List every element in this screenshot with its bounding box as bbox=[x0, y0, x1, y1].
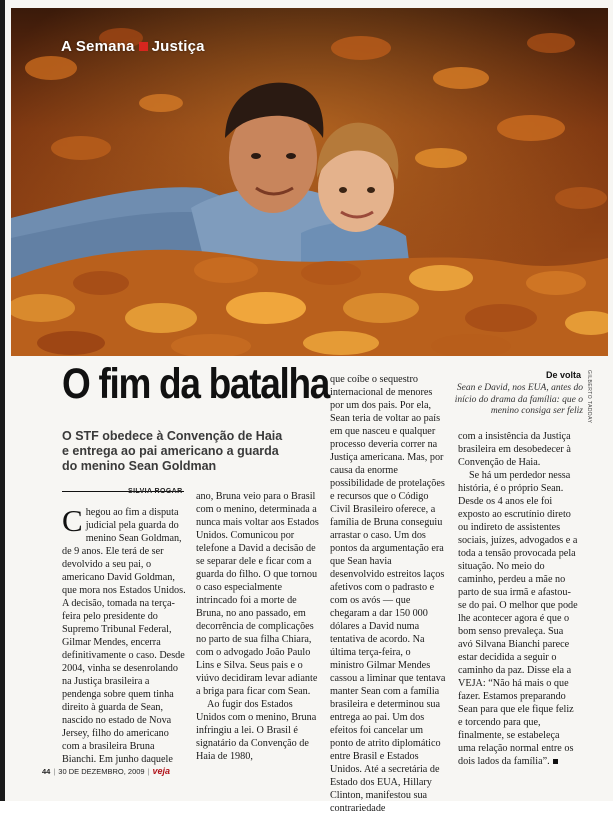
article-byline: SILVIA ROGAR bbox=[128, 488, 183, 495]
column-2-paragraph-1: ano, Bruna veio para o Brasil com o menino, determinada a nunca mais voltar aos Estados Unidos. Comunicou por telefone a David a decisão de se separar dele e ficar com a guarda do filho. O que tornou o caso especialmente intrincado foi a morte de Bruna, no ano passado, em decorrência de complicações no parto de sua filha Chiara, com o advogado João Paulo Lins e Silva. Seus pais e o viúvo decidiram levar adiante a briga para ficar com Sean. bbox=[196, 491, 319, 697]
section-tag bbox=[61, 38, 205, 55]
caption-text: Sean e David, nos EUA, antes do início do drama da família: que o menino consiga ser feliz bbox=[454, 383, 583, 416]
article-column-2 bbox=[196, 490, 320, 763]
article-column-4 bbox=[458, 430, 578, 768]
article-headline: O fim da batalha bbox=[62, 360, 330, 408]
page-number: 44 bbox=[42, 767, 51, 776]
footer-separator: | bbox=[53, 767, 56, 776]
issue-date: 30 DE DEZEMBRO, 2009 bbox=[58, 767, 145, 776]
column-2-paragraph-2: Ao fugir dos Estados Unidos com o menino, Bruna infringiu a lei. O Brasil é signatário da Convenção de Haia de 1980, bbox=[196, 699, 317, 762]
subsection-label: Justiça bbox=[151, 38, 205, 55]
article-column-1 bbox=[62, 503, 186, 766]
article-photo bbox=[11, 8, 608, 356]
column-4-paragraph-2 bbox=[458, 469, 578, 768]
article-column-3 bbox=[330, 373, 446, 815]
column-1-paragraph: hegou ao fim a disputa judicial pela guarda do menino Sean Goldman, de 9 anos. Ele terá de ser devolvido a seu pai, o americano David Goldman, que mora nos Estados Unidos. A decisão, tomada na terça-feira pelo presidente do Supremo Tribunal Federal, Gilmar Mendes, encerra definitivamente o caso. Desde 2004, vinha se desenrolando na Justiça brasileira a pendenga sobre quem tinha direito à guarda de Sean, nascido no estado de Nova Jersey, filho do americano com a brasileira Bruna Bianchi. Em junho daquele bbox=[62, 507, 186, 765]
magazine-logo: veja bbox=[152, 766, 171, 776]
column-3-paragraph: que coíbe o sequestro internacional de menores por um dos pais. Por ela, Sean teria de voltar ao país em que nasceu e qualquer processo deveria correr na Justiça americana. Mas, por causa da enorme possibilidade de protelações e recursos que o Código Civil Brasileiro oferece, a família de Bruna conseguiu arrastar o caso. Um dos pontos da argumentação era que Sean havia desenvolvido estreitos laços afetivos com o padrasto e com os avós — que chegaram a dar 150 000 dólares a David numa tentativa de acordo. Na última terça-feira, o ministro Gilmar Mendes cassou a liminar que tentava manter Sean com a família brasileira e determinou sua entrega ao pai. Um dos efeitos foi cancelar um ponto de atrito diplomático entre Brasil e Estados Unidos. Até a secretária de Estado dos EUA, Hillary Clinton, manifestou sua contrariedade bbox=[330, 374, 446, 814]
end-of-article-mark bbox=[553, 759, 558, 764]
article-subhead: O STF obedece à Convenção de Haia e entrega ao pai americano a guarda do menino Sean Goldman bbox=[62, 429, 283, 473]
drop-cap: C bbox=[62, 503, 83, 538]
photo-illustration bbox=[11, 8, 608, 356]
section-label: A Semana bbox=[61, 38, 135, 55]
photo-credit: GILBERTO TADDAY bbox=[586, 370, 592, 424]
column-4-paragraph-1: com a insistência da Justiça brasileira em desobedecer à Convenção de Haia. bbox=[458, 431, 571, 468]
section-separator-square bbox=[139, 42, 148, 51]
page-footer bbox=[42, 766, 170, 776]
footer-separator: | bbox=[147, 767, 150, 776]
column-4-paragraph-2-text: Se há um perdedor nessa história, é o próprio Sean. Desde os 4 anos ele foi exposto ao escrutínio direto ou indireto de assistentes sociais, juízes, advogados e a toda a tensão provocada pela situação. No meio do caminho, perdeu a mãe no parto de sua irmã e afastou-se do pai. O melhor que pode lhe acontecer agora é que o bom senso prevaleça. Sua avó Silvana Bianchi parece estar decidida a seguir o caminho da paz. Disse ela a VEJA: “Não há mais o que fazer. Estamos preparando Sean para que ele fique feliz e torcendo para que, finalmente, se estabeleça uma relação normal entre os dois lados da família”. bbox=[458, 470, 578, 767]
caption-title: De volta bbox=[546, 370, 582, 380]
